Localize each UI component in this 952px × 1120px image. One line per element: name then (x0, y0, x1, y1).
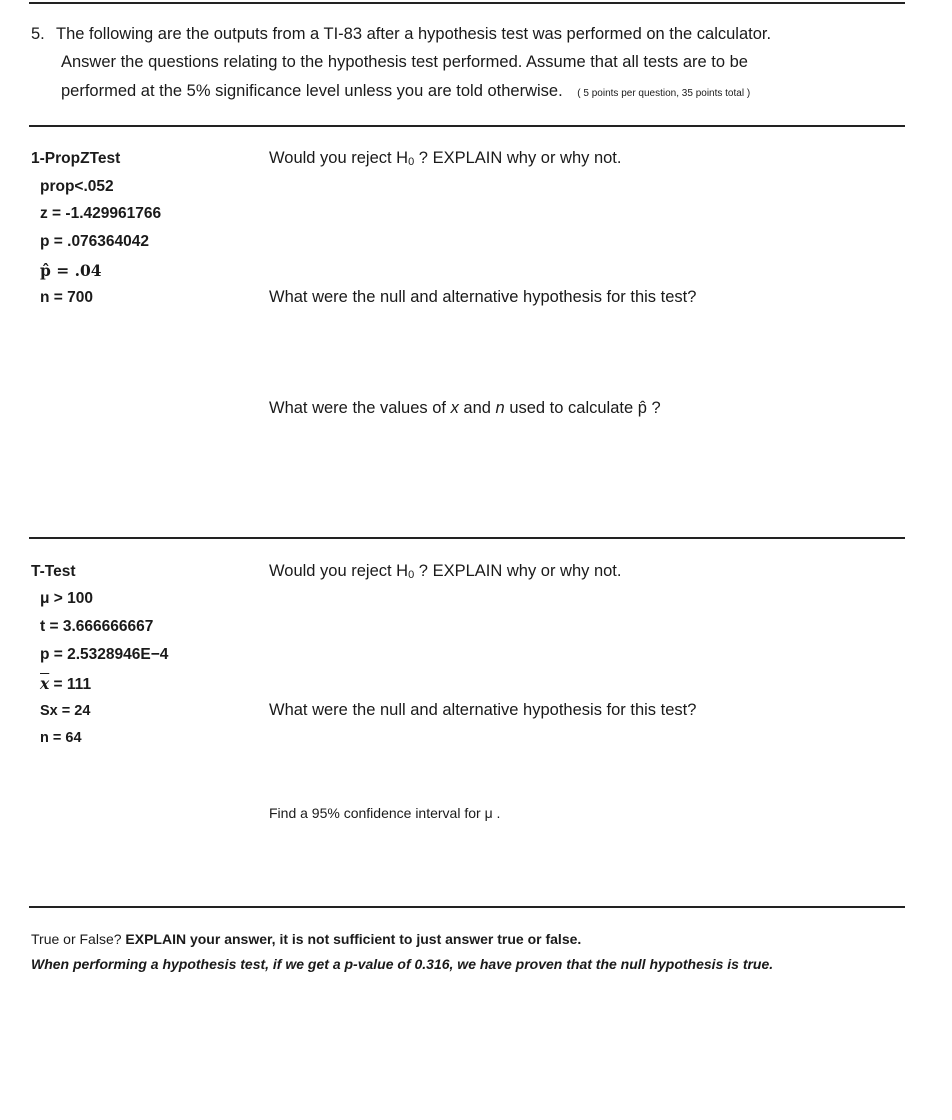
prop-q1-text-b: ? EXPLAIN why or why not. (414, 149, 622, 167)
prop-q3-n: n (495, 399, 505, 417)
prop-test-p: p = .076364042 (40, 233, 150, 250)
t-test-p: p = 2.5328946E−4 (40, 646, 169, 663)
prop-question-x-n (269, 399, 661, 418)
intro-line-3-text: performed at the 5% significance level unless you are told otherwise. (61, 82, 563, 100)
prop-q3-text-b: used to calculate p̂ ? (504, 399, 661, 417)
prop-q3-mid: and (458, 399, 496, 417)
t-q1-text-b: ? EXPLAIN why or why not. (414, 562, 622, 580)
t-test-t: t = 3.666666667 (40, 618, 154, 635)
prop-question-reject (269, 149, 621, 168)
t-q1-text-a: Would you reject H (269, 562, 409, 580)
tf-lead: True or False? (31, 931, 126, 947)
prop-test-title: 1-PropZTest (31, 150, 121, 167)
points-note: ( 5 points per question, 35 points total ) (577, 88, 751, 99)
section-rule-3 (29, 906, 905, 908)
section-rule-1 (29, 125, 905, 127)
t-test-xbar (40, 674, 91, 694)
true-false-statement: When performing a hypothesis test, if we get a p-value of 0.316, we have proven that the null hypothesis is true. (31, 956, 774, 972)
t-test-n: n = 64 (40, 730, 82, 746)
prop-q1-text-a: Would you reject H (269, 149, 409, 167)
t-question-hypotheses: What were the null and alternative hypothesis for this test? (269, 701, 697, 719)
top-rule (29, 2, 905, 4)
prop-q3-x: x (450, 399, 459, 417)
section-rule-2 (29, 537, 905, 539)
xbar-value: = 111 (49, 676, 92, 693)
prop-test-z: z = -1.429961766 (40, 205, 162, 222)
true-false-prompt (31, 931, 581, 947)
intro-line-2: Answer the questions relating to the hypothesis test performed. Assume that all tests are to be (61, 53, 748, 71)
t-test-sx: Sx = 24 (40, 703, 91, 719)
tf-instruction: EXPLAIN your answer, it is not sufficient to just answer true or false. (125, 931, 582, 947)
xbar-symbol: $\overline{x}$ (40, 674, 50, 693)
t-test-title: T-Test (31, 563, 76, 580)
prop-q3-text-a: What were the values of (269, 399, 451, 417)
prop-question-hypotheses: What were the null and alternative hypothesis for this test? (269, 288, 697, 306)
t-q1-sub: 0 (408, 569, 415, 581)
t-question-confidence-interval: Find a 95% confidence interval for μ . (269, 805, 501, 821)
intro-line-3 (61, 77, 750, 108)
prop-test-n: n = 700 (40, 289, 93, 306)
prop-test-prop: prop<.052 (40, 178, 114, 195)
question-number: 5. (31, 25, 45, 43)
t-question-reject (269, 562, 621, 581)
intro-line-1: The following are the outputs from a TI-83 after a hypothesis test was performed on the calculator. (56, 25, 772, 43)
t-test-mu: μ > 100 (40, 590, 94, 607)
prop-test-phat: p̂ = .04 (40, 261, 102, 280)
prop-q1-sub: 0 (408, 156, 415, 168)
